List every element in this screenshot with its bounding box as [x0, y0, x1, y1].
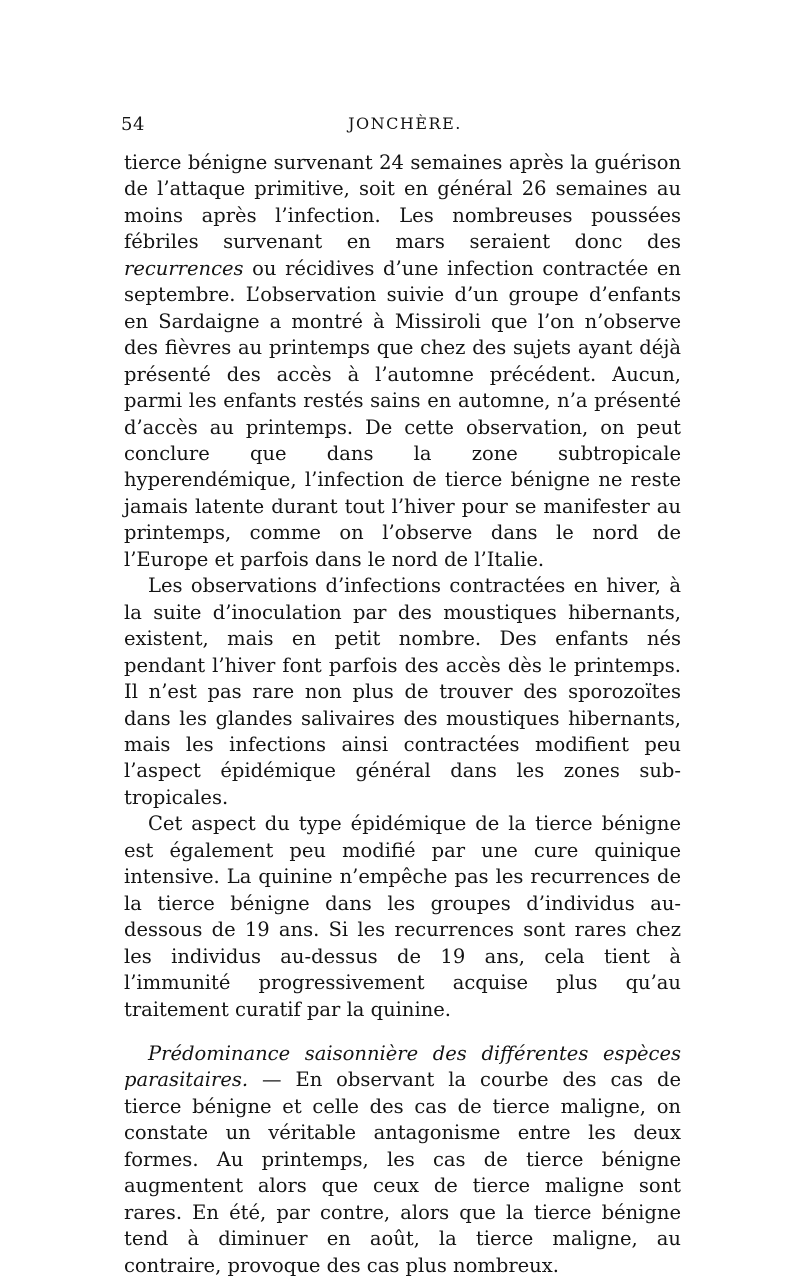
paragraph-3-text: Cet aspect du type épidémique de la tierce bénigne est également peu modifié par une cure quinique intensive. La quinine n’empêche pas les recurrences de la tierce bénigne dans les groupes d’individus au-dessous de 19 ans. Si les recurrences sont rares chez les individus au-dessus de 19 ans, cela tient à l’immunité progressivement acquise plus qu’au traitement curatif par la quinine.	[124, 812, 681, 1021]
paragraph-2-text: Les observations d’infections contractées en hiver, à la suite d’inoculation par des moustiques hibernants, existent, mais en petit nombre. Des enfants nés pendant l’hiver font parfois des accès dès le printemps. Il n’est pas rare non plus de trouver des sporozoïtes dans les glandes salivaires des moustiques hibernants, mais les infections ainsi contractées modifient peu l’aspect épidémique général dans les zones sub-tropicales.	[124, 574, 681, 809]
paragraph-winter-infections	[124, 573, 681, 811]
paragraph-continuation	[124, 150, 681, 573]
body-text	[124, 150, 681, 1279]
paragraph-4-text: En observant la courbe des cas de tierce bénigne et celle des cas de tierce maligne, on constate un véritable antagonisme entre les deux formes. Au printemps, les cas de tierce bénigne augmentent alors que ceux de tierce maligne sont rares. En été, par contre, alors que la tierce bénigne tend à diminuer en août, la tierce maligne, au contraire, provoque des cas plus nombreux.	[124, 1068, 681, 1277]
paragraph-1-text-before: tierce bénigne survenant 24 semaines après la guérison de l’attaque primitive, soit en général 26 semaines au moins après l’infection. Les nombreuses poussées fébriles survenant en mars seraient donc des	[124, 151, 681, 254]
paragraph-quinine-treatment	[124, 811, 681, 1023]
section-heading: Prédominance saisonnière des différentes espèces parasitaires.	[124, 1041, 681, 1092]
running-title: JONCHÈRE.	[348, 114, 462, 133]
heading-dash: —	[248, 1068, 296, 1092]
page-number: 54	[121, 114, 145, 135]
paragraph-seasonal-predominance	[124, 1041, 681, 1279]
paragraph-1-text-after: ou récidives d’une infection contractée en septembre. L’observation suivie d’un groupe d’enfants en Sardaigne a montré à Missiroli que l’on n’observe des fièvres au printemps que chez des sujets ayant déjà présenté des accès à l’automne précédent. Aucun, parmi les enfants restés sains en automne, n’a présenté d’accès au printemps. De cette observation, on peut conclure que dans la zone subtropicale hyperendémique, l’infection de tierce bénigne ne reste jamais latente durant tout l’hiver pour se manifester au printemps, comme on l’observe dans le nord de l’Europe et parfois dans le nord de l’Italie.	[124, 256, 681, 571]
emphasis-recurrences: recurrences	[124, 256, 244, 280]
page-header	[0, 114, 800, 142]
